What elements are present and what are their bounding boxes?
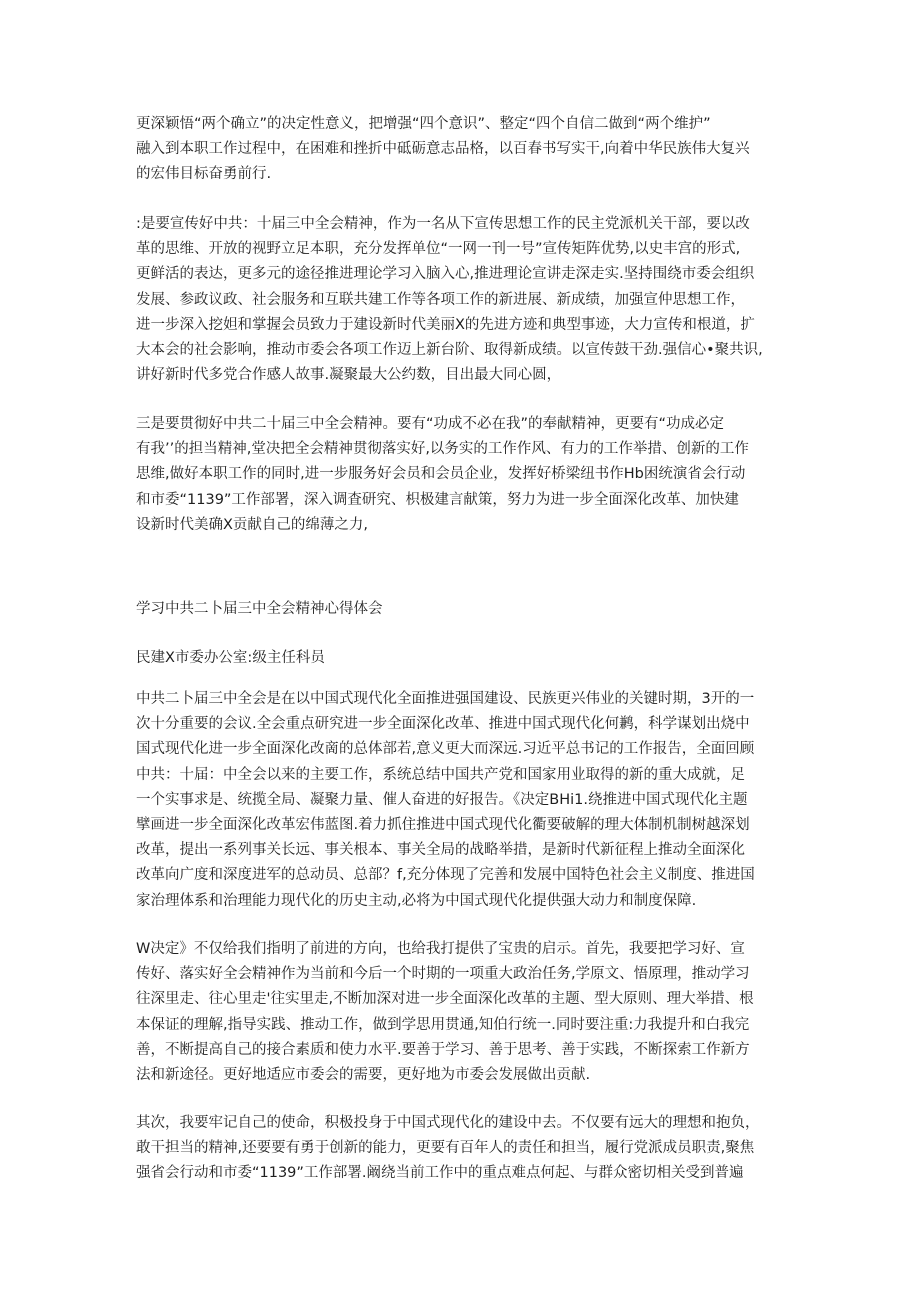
text-line: 更鲜活的表达，更多元的途径推进理论学习入脑入心,推进理论宣讲走深走实.坚持围绕市委会组织 — [136, 266, 755, 283]
text-line: 中共：十届：中全会以来的主要工作，系统总结中国共产党和国家用业取得的新的重大成就，足 — [136, 766, 745, 783]
text-line: 擘画进一步全面深化改革宏伟蓝图.着力抓住推进中国式现代化衢要破解的理大体制机制树越深划 — [136, 816, 750, 833]
text-line: 改革，提出一系列事关长远、事关根本、事关全局的战略举措，是新时代新征程上推动全面深化 — [136, 842, 745, 859]
text-line: 思维,做好本职工作的同时,进一步服务好会员和会员企业，发挥好桥梁纽书作Hb困统演省会行动 — [136, 466, 746, 483]
text-line: 讲好新时代多党合作感人故事.凝聚最大公约数，目出最大同心圆， — [136, 367, 562, 384]
paragraph-4 — [136, 687, 796, 914]
text-line: 和市委“1139”工作部署，深入调査研究、枳极建言献策，努力为进一步全面深化改革、加快建 — [136, 491, 739, 508]
text-line: 更深颖悟“两个确立”的决定性意义，把增强“四个意识”、整定“四个自信二做到“两个维护” — [136, 116, 711, 132]
text-line: 家治理体系和治理能力现代化的历史主动,必将为中国式现代化提供强大动力和制度保障. — [136, 892, 697, 909]
text-line: 往深里走、往心里走'往实里走,不断加深对进一步全面深化改革的主题、型大原则、理大举措、根 — [136, 991, 754, 1008]
text-line: 中共二卜届三中全会是在以中国式现代化全面推进强国建设、民族更兴伟业的关键时期，3开的一 — [136, 691, 755, 707]
paragraph-1 — [136, 112, 796, 188]
text-line: 大本会的社会影响，推动市委会各项工作迈上新台阶、取得新成绩。以宣传鼓干劲.强信心•聚共识, — [136, 341, 763, 358]
text-line: 国式现代化进一步全面深化改啇的总体部若,意义更大而深远.习近平总书记的工作报告，全面回顾 — [136, 741, 755, 758]
text-line: 的宏伟目标奋勇前行. — [136, 166, 272, 183]
text-line: :是要宣传好中共：十届三中全会精神，作为一名从下宣传思想工作的民主党派机关干部，要以改 — [136, 216, 750, 232]
article-title: 学习中共二卜届三中全会精神心得体会 — [136, 601, 383, 617]
paragraph-6 — [136, 1111, 796, 1187]
text-line: 法和新途径。更好地适应市委会的需要，更好地为市委会发展做出贡献. — [136, 1066, 591, 1083]
text-line: 进一步深入挖妲和掌握会员致力于建设新时代美丽X的先进方迹和典型事迹，大力宣传和根道，扩 — [136, 316, 755, 333]
text-line: 有我’’的担当精神,堂决把全会精神贯彻落实好,以务实的工作作风、有力的工作举措、创新的工作 — [136, 441, 749, 458]
text-line: 敢干担当的精神,还要要有勇于创新的能力，更要有百年人的责任和担当，履行党派成员职责,聚焦 — [136, 1140, 755, 1157]
text-line: 次十分重要的会议.全会重点研究进一步全面深化改革、推进中国式现代化何鹣，科学谋划出烧中 — [136, 716, 750, 733]
text-line: 发展、参政议政、社会服务和互联共建工作等各项工作的新进展、新成绩，加强宣仲思想工作， — [136, 291, 745, 308]
text-line: 一个实事求是、统揽全局、凝聚力量、催人奋进的好报告。《决定BHi1.绕推进中国式现代化主题 — [136, 791, 748, 808]
author-line: 民建X市委办公室:级主任科员 — [136, 650, 325, 666]
paragraph-2 — [136, 212, 796, 388]
text-line: 强省会行动和市委“1139”工作部署.阚绕当前工作中的重点难点何起、与群众密切相关受到普遍 — [136, 1165, 744, 1182]
text-line: 本保证的理解,指导实践、推动工作，做到学思用贯通,知伯行统一.同时要注重:力我提升和白我完 — [136, 1016, 750, 1033]
text-line: 三是要贯彻好中共二十届三中全会精神。要有“功成不必在我”的奉献精神，更要有“功成必定 — [136, 416, 725, 432]
text-line: 改革向广度和深度进军的总动员、总部？f,充分体现了完善和发展中国特色社会主义制度、推进国 — [136, 867, 755, 884]
paragraph-5 — [136, 937, 796, 1088]
text-line: 传好、落实好全会精神作为当前和今后一个时期的一项重大政治任务,学原文、悟原理，推动学习 — [136, 966, 750, 983]
text-line: 革的思维、开放的视野立足本职，充分发挥单位“一网一刊一号”宣传矩阵优势,以史丰宫的形式, — [136, 241, 741, 258]
text-line: 融入到本职工作过程中，在困难和挫折中砥砺意志品格，以百春书写实干,向着中华民族伟大复兴 — [136, 141, 750, 158]
text-line: 其次，我要牢记自己的使命，积极投身于中国式现代化的建设中去。不仅要有远大的理想和抱负， — [136, 1115, 760, 1131]
text-line: 善，不断提高自己的接合素质和使力水平.要善于学习、善于思考、善于实践，不断探索工作新方 — [136, 1041, 750, 1058]
text-line: 设新时代美确X贡献自己的绵薄之力, — [136, 516, 369, 533]
paragraph-3 — [136, 412, 796, 538]
text-line: W决定》不仅给我们指明了前进的方向，也给我打提供了宝贵的启示。首先，我要把学习好、宣 — [136, 941, 745, 957]
